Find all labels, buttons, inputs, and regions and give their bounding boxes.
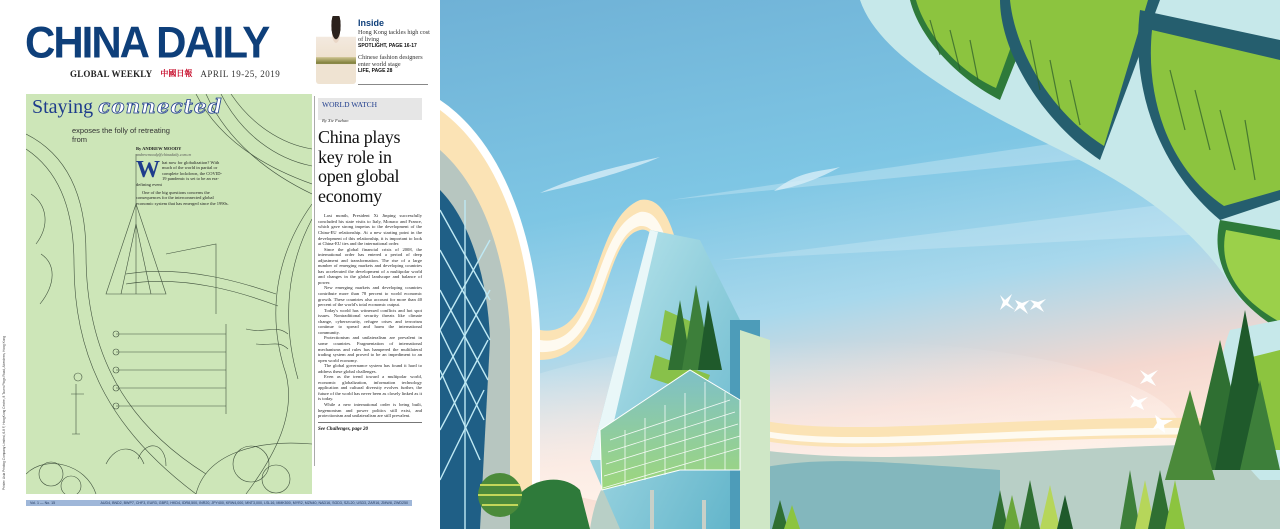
teaser-item[interactable] — [358, 29, 436, 50]
city-illustration — [440, 0, 1280, 529]
inside-title: Inside — [358, 18, 385, 28]
author-email[interactable]: andrewmoody@chinadaily.com.cn — [136, 152, 192, 157]
cloud — [540, 157, 660, 193]
column-byline: By Xie Fuzhan — [322, 118, 349, 123]
body-paragraph: Last month, President Xi Jinping successfully concluded his state visits to Italy, Monaco and France, which gave strong impetus to the development of the China-EU relationship. At a new starting point in the development of this relationship, it is important to look at China-EU ties and the international order. — [318, 213, 422, 247]
issue-date: APRIL 19-25, 2019 — [200, 68, 281, 79]
lede-text: hat now for globalization? With much of the world in partial or complete lockdown, the COVID-19 pandemic is set to be an era-defining event — [136, 160, 222, 187]
headline-italic: connected — [98, 94, 223, 118]
headline-plain: Staying — [32, 96, 99, 118]
column-divider — [314, 96, 315, 466]
volume-number: Vol. 1 — No. 15 — [30, 501, 56, 505]
body-paragraph: While a new international order is being built, hegemonism and power politics still exist, and protectionism and unilateralism are still prevalent. — [318, 402, 422, 423]
teaser-page: SPOTLIGHT, PAGE 16-17 — [358, 43, 417, 49]
body-paragraph: Even as the trend toward a multipolar world, economic globalization, information technology application and cultural diversity evolves further, the future of the world has never been as closely linked as it is today. — [318, 374, 422, 402]
body-paragraph: Today's world has witnessed conflicts and hot spot issues. Nontraditional security threats like climate change, cybersecurity, refugee crises and terrorism continue to spread and harm the international community. — [318, 307, 422, 335]
inside-teaser — [316, 16, 436, 84]
fashion-model-photo — [316, 16, 356, 84]
chinese-title: 中國日報 — [160, 69, 193, 78]
body-paragraph: New emerging markets and developing countries contribute more than 78 percent to world economic growth. These countries also account for more than 40 percent of the world's total economic output. — [318, 285, 422, 308]
divider — [358, 84, 428, 85]
teaser-text: Hong Kong tackles high cost of living — [358, 29, 430, 43]
feature-headline — [32, 94, 223, 119]
feature-byline: By ANDREW MOODY — [136, 146, 182, 151]
lattice-tower — [440, 100, 540, 529]
teaser-page: LIFE, PAGE 28 — [358, 68, 393, 74]
kicker-label: WORLD WATCH — [322, 100, 378, 109]
feature-paragraph: One of the big questions concerns the consequences for the interconnected global economic system that has emerged since the 1990s. — [136, 190, 229, 206]
body-paragraph: The global governance system has found it hard to address these global challenges. — [318, 363, 422, 374]
feature-lede — [136, 157, 226, 187]
drop-cap: W — [136, 157, 160, 183]
world-watch-column[interactable] — [318, 98, 422, 432]
edition-line — [70, 68, 280, 79]
green-city-artwork — [440, 0, 1280, 529]
glass-tower — [590, 230, 770, 529]
edition-label: GLOBAL WEEKLY — [70, 68, 153, 79]
newspaper-cover — [0, 0, 440, 529]
continued-link[interactable]: See Challenges, page 20 — [318, 426, 368, 432]
printer-imprint: Printer: Asia Printing Company Limited, 6-8 F, HongKong Centre, 8 Tsuen Pings Road, Aberdeen, Hong Kong — [2, 335, 6, 490]
teaser-text: Chinese fashion designers enter world stage — [358, 54, 423, 68]
price-bar — [26, 500, 412, 506]
column-kicker — [318, 98, 422, 123]
masthead: CHINA DAILY — [25, 17, 269, 68]
body-paragraph: Since the global financial crisis of 2008, the international order has entered a period of deep adjustment and transformation. The rise of a large number of emerging markets and developing countries has accelerated the development of a multipolar world and changes in the global landscape and balance of power. — [318, 246, 422, 285]
cover-feature[interactable] — [26, 94, 312, 494]
body-paragraph: Protectionism and unilateralism are prevalent in some countries. Fragmentation of international mechanisms and rules has hampered the multilateral trading system and proved to be an impediment to an open world economy. — [318, 335, 422, 363]
column-headline: China plays key role in open global economy — [318, 127, 401, 206]
teaser-item[interactable] — [358, 54, 436, 75]
column-body — [318, 213, 422, 422]
price-list: AUD4, BND2, BWP7, CHF3, EUR3, GBP2, HKD4, IDR8,500, INR20, JPY400, KRW4,000, MNT3,000, LSL16, MMK500, MYR2, MZN40, NAD16, SGD3, SZL20, USD3, ZAR16, ZMW8, ZWD250 — [100, 501, 408, 505]
feature-deck: exposes the folly of retreating from — [72, 126, 170, 144]
